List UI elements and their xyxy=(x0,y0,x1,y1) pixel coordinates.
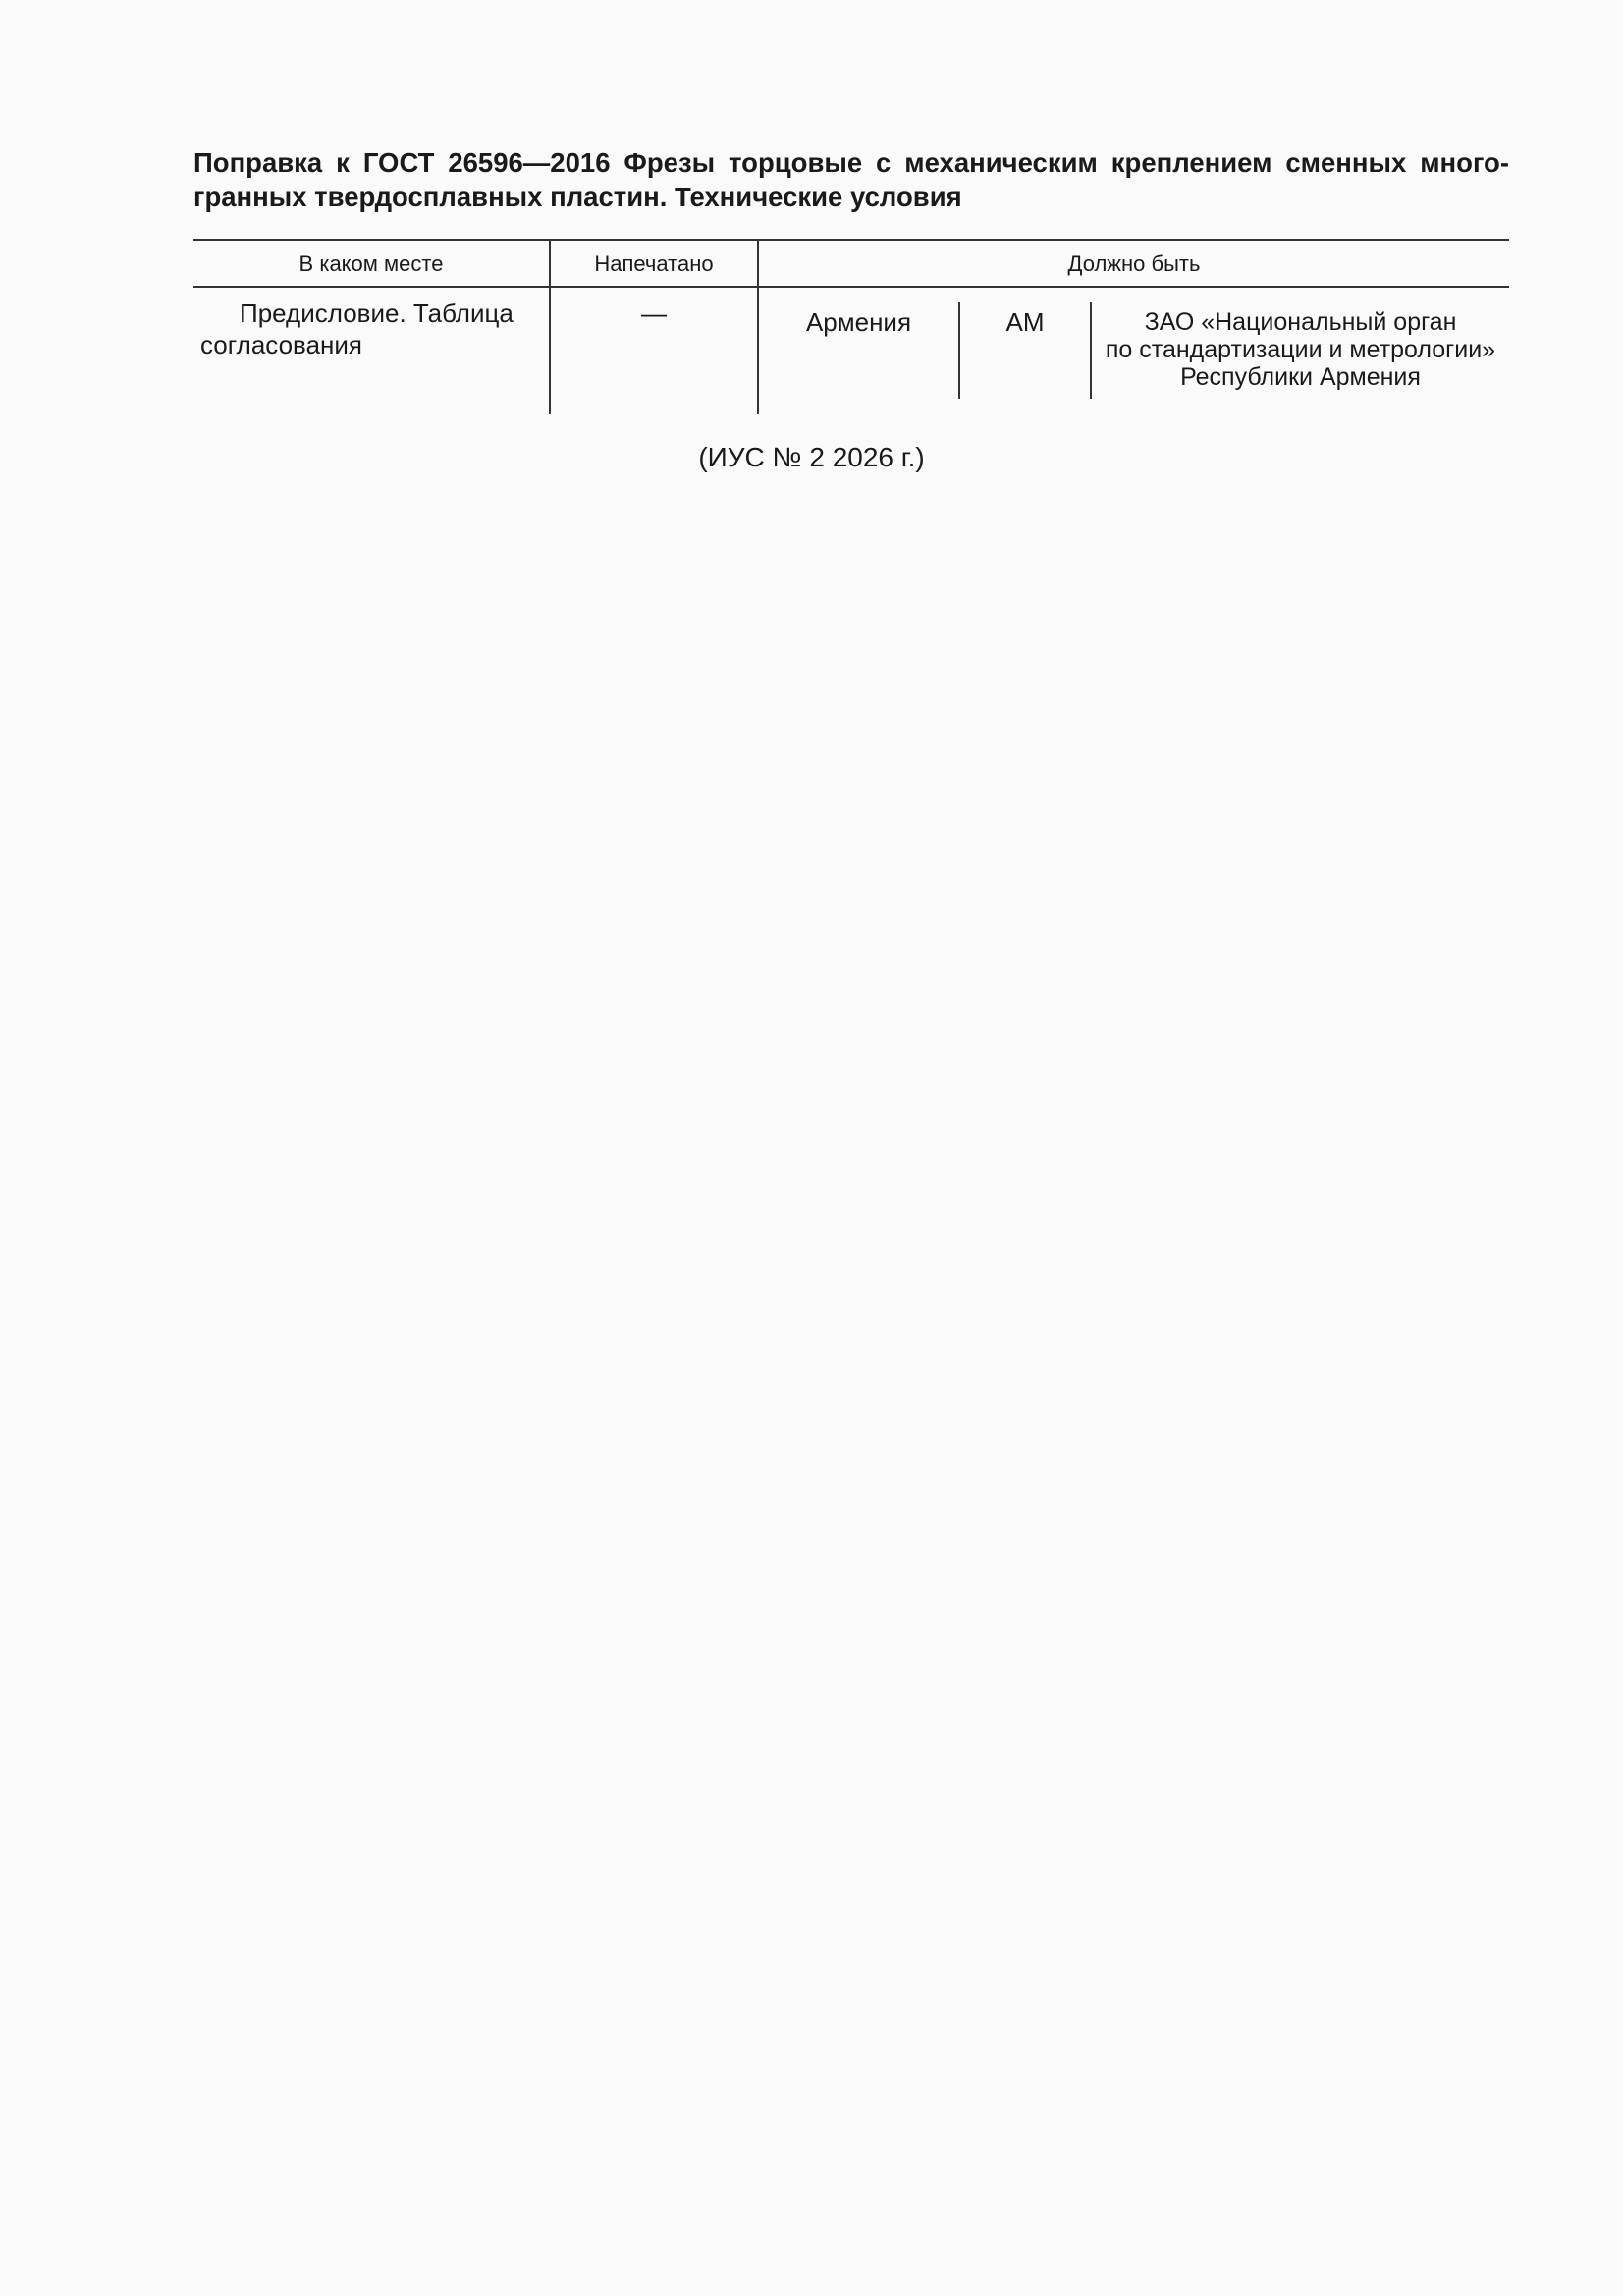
cell-organization-line-3: Республики Армения xyxy=(1180,363,1421,391)
cell-country-code: AM xyxy=(1005,307,1045,337)
header-should-be: Должно быть xyxy=(1067,251,1201,276)
cell-organization xyxy=(1092,308,1509,391)
header-printed: Напечатано xyxy=(594,251,714,276)
cell-country: Армения xyxy=(805,307,912,337)
document-title xyxy=(193,145,1509,214)
ius-reference: (ИУС № 2 2026 г.) xyxy=(698,442,925,472)
document-title-line-2: гранных твердосплавных пластин. Технические условия xyxy=(193,182,962,212)
cell-where-line-2: согласования xyxy=(200,330,362,359)
document-title-line-1: Поправка к ГОСТ 26596—2016 Фрезы торцовые с механическим креплением сменных много- xyxy=(193,147,1509,178)
cell-printed: — xyxy=(641,299,667,328)
header-where: В каком месте xyxy=(298,251,444,276)
cell-where-line-1: Предисловие. Таблица xyxy=(240,299,514,328)
cell-where xyxy=(200,298,534,360)
cell-organization-line-2: по стандартизации и метрологии» xyxy=(1105,336,1496,363)
cell-organization-line-1: ЗАО «Национальный орган xyxy=(1144,308,1457,336)
